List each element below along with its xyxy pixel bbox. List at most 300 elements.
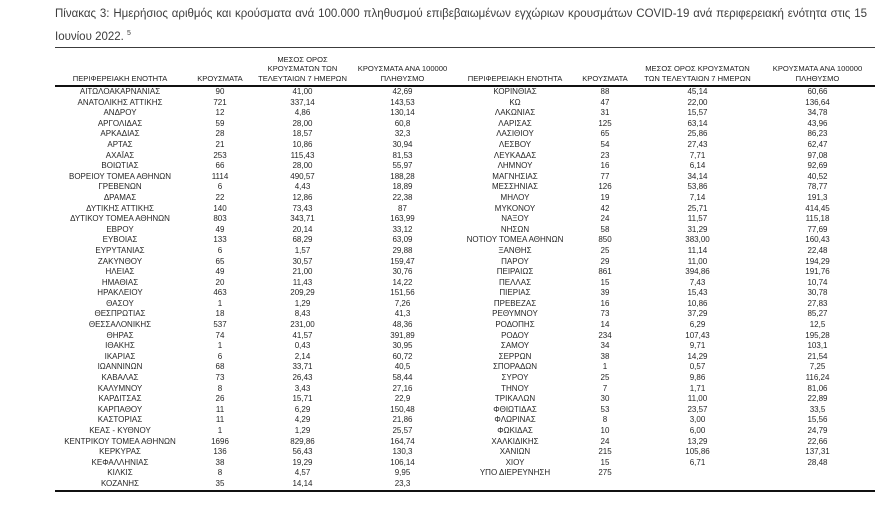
- region-name: ΜΥΚΟΝΟΥ: [494, 203, 536, 213]
- avg-7day-cases: 1,29: [294, 298, 311, 308]
- table-row: [55, 225, 875, 236]
- cases-count: 25: [600, 245, 610, 255]
- region-name: ΠΕΛΛΑΣ: [498, 277, 532, 287]
- cases-per-100k: 130,14: [390, 108, 415, 118]
- region-name: ΗΜΑΘΙΑΣ: [101, 277, 139, 287]
- region-name: ΕΥΒΟΙΑΣ: [102, 235, 138, 245]
- avg-7day-cases: 26,43: [292, 373, 313, 383]
- table-row: [55, 447, 875, 458]
- table-row: [55, 257, 875, 268]
- table-row: [55, 373, 875, 384]
- avg-7day-cases: 11,00: [687, 394, 708, 404]
- avg-7day-cases: 490,57: [290, 171, 315, 181]
- region-name: ΗΛΕΙΑΣ: [105, 267, 135, 277]
- cases-per-100k: 40,5: [394, 362, 411, 372]
- region-name: ΛΑΚΩΝΙΑΣ: [494, 108, 536, 118]
- table-row: [55, 151, 875, 162]
- region-name: ΚΑΣΤΟΡΙΑΣ: [97, 415, 143, 425]
- region-name: ΤΗΝΟΥ: [501, 383, 529, 393]
- region-name: ΝΟΤΙΟΥ ΤΟΜΕΑ ΑΘΗΝΩΝ: [466, 235, 564, 245]
- table-row: [55, 267, 875, 278]
- cases-count: 16: [600, 161, 610, 171]
- table-row: [55, 479, 875, 491]
- cases-count: 65: [215, 256, 225, 266]
- cases-per-100k: 29,88: [392, 245, 413, 255]
- cases-count: 20: [215, 277, 225, 287]
- cases-count: 8: [217, 383, 223, 393]
- avg-7day-cases: 6,00: [689, 426, 706, 435]
- region-name: ΑΝΑΤΟΛΙΚΗΣ ΑΤΤΙΚΗΣ: [77, 97, 163, 107]
- cases-per-100k: 14,22: [392, 277, 413, 287]
- cases-per-100k: 85,27: [807, 309, 828, 319]
- cases-count: 7: [602, 383, 608, 393]
- region-name: ΔΡΑΜΑΣ: [103, 192, 137, 202]
- cases-count: 19: [600, 192, 610, 202]
- cases-count: 66: [215, 161, 225, 171]
- cases-count: 49: [215, 267, 225, 277]
- avg-7day-cases: [635, 468, 760, 479]
- region-name: ΑΡΤΑΣ: [107, 139, 133, 149]
- cases-count: 803: [213, 214, 227, 224]
- avg-7day-cases: 6,71: [689, 457, 706, 467]
- region-name: ΔΥΤΙΚΟΥ ΤΟΜΕΑ ΑΘΗΝΩΝ: [70, 214, 170, 224]
- cases-per-100k: 18,89: [392, 182, 413, 192]
- region-name: ΧΑΝΙΩΝ: [499, 447, 531, 457]
- cases-per-100k: 86,23: [807, 129, 828, 139]
- cases-per-100k: 33,5: [809, 404, 826, 414]
- cases-per-100k: 151,56: [390, 288, 415, 298]
- table-row: [55, 341, 875, 352]
- cases-count: 39: [600, 288, 610, 298]
- cases-count: 15: [600, 457, 610, 467]
- avg-7day-cases: 1,57: [294, 245, 311, 255]
- avg-7day-cases: 209,29: [290, 288, 315, 298]
- avg-7day-cases: 11,43: [292, 277, 313, 287]
- cases-count: 24: [600, 214, 610, 224]
- cases-per-100k: 60,72: [392, 351, 413, 361]
- region-name: ΘΕΣΠΡΩΤΙΑΣ: [94, 309, 146, 319]
- cases-per-100k: 27,83: [807, 298, 828, 308]
- cases-per-100k: 7,25: [809, 362, 826, 372]
- cases-per-100k: 55,97: [392, 161, 413, 171]
- region-name: ΛΑΡΙΣΑΣ: [498, 118, 532, 128]
- cases-count: 68: [215, 362, 225, 372]
- cases-per-100k: 92,69: [807, 161, 828, 171]
- region-name: ΣΑΜΟΥ: [500, 341, 530, 351]
- cases-per-100k: 163,99: [390, 214, 415, 224]
- avg-7day-cases: 2,14: [294, 351, 311, 361]
- covid-regional-table-container: [55, 47, 875, 492]
- cases-per-100k: 103,1: [807, 341, 828, 351]
- header-row: [55, 48, 875, 87]
- avg-7day-cases: 343,71: [290, 214, 315, 224]
- region-name: ΥΠΟ ΔΙΕΡΕΥΝΗΣΗ: [479, 468, 551, 478]
- avg-7day-cases: 1,29: [294, 426, 311, 435]
- region-name: ΚΑΡΠΑΘΟΥ: [97, 404, 143, 414]
- avg-7day-cases: 28,00: [292, 161, 313, 171]
- cases-per-100k: 24,79: [807, 426, 828, 435]
- table-row: [55, 331, 875, 342]
- avg-7day-cases: 115,43: [290, 150, 315, 160]
- cases-count: 29: [600, 256, 610, 266]
- region-name: ΝΗΣΩΝ: [500, 224, 530, 234]
- cases-count: 215: [598, 447, 612, 457]
- avg-7day-cases: 33,71: [292, 362, 313, 372]
- region-name: ΜΗΛΟΥ: [500, 192, 530, 202]
- cases-per-100k: 130,3: [392, 447, 413, 457]
- col-header-cases-right: ΚΡΟΥΣΜΑΤΑ: [575, 48, 635, 87]
- cases-count: 1696: [211, 436, 229, 446]
- avg-7day-cases: 13,29: [687, 436, 708, 446]
- cases-per-100k: 97,08: [807, 150, 828, 160]
- cases-count: 58: [600, 224, 610, 234]
- avg-7day-cases: 63,14: [687, 118, 708, 128]
- region-name: ΒΟΙΩΤΙΑΣ: [101, 161, 139, 171]
- cases-per-100k: 136,64: [805, 97, 830, 107]
- avg-7day-cases: 10,86: [687, 298, 708, 308]
- region-name: ΠΕΙΡΑΙΩΣ: [496, 267, 534, 277]
- cases-per-100k: 160,43: [805, 235, 830, 245]
- col-header-avg7-right: ΜΕΣΟΣ ΟΡΟΣ ΚΡΟΥΣΜΑΤΩΝ ΤΩΝ ΤΕΛΕΥΤΑΙΩΝ 7 ΗΜΕΡΩΝ: [635, 48, 760, 87]
- cases-per-100k: 63,09: [392, 235, 413, 245]
- avg-7day-cases: 12,86: [292, 192, 313, 202]
- avg-7day-cases: 4,86: [294, 108, 311, 118]
- region-name: ΠΑΡΟΥ: [501, 256, 529, 266]
- cases-per-100k: 48,36: [392, 320, 413, 330]
- avg-7day-cases: 9,86: [689, 373, 706, 383]
- avg-7day-cases: 1,71: [689, 383, 706, 393]
- cases-per-100k: 30,94: [392, 139, 413, 149]
- footnote-marker: 5: [127, 30, 131, 37]
- cases-count: 6: [217, 182, 223, 192]
- avg-7day-cases: 6,29: [689, 320, 706, 330]
- avg-7day-cases: 30,57: [292, 256, 313, 266]
- table-row: [55, 214, 875, 225]
- cases-per-100k: 21,54: [807, 351, 828, 361]
- table-row: [55, 299, 875, 310]
- cases-count: 90: [215, 87, 225, 96]
- region-name: ΚΑΒΑΛΑΣ: [101, 373, 139, 383]
- cases-per-100k: 33,12: [392, 224, 413, 234]
- avg-7day-cases: 231,00: [290, 320, 315, 330]
- avg-7day-cases: 68,29: [292, 235, 313, 245]
- cases-count: 721: [213, 97, 227, 107]
- cases-count: 22: [215, 192, 225, 202]
- avg-7day-cases: 9,71: [689, 341, 706, 351]
- region-name: ΖΑΚΥΝΘΟΥ: [97, 256, 143, 266]
- cases-per-100k: 87: [398, 203, 407, 213]
- table-row: [55, 426, 875, 437]
- cases-count: 10: [600, 426, 610, 435]
- cases-per-100k: [760, 468, 875, 479]
- table-row: [55, 320, 875, 331]
- cases-per-100k: 143,53: [390, 97, 415, 107]
- cases-per-100k: 32,3: [394, 129, 411, 139]
- cases-per-100k: 81,53: [392, 150, 413, 160]
- avg-7day-cases: 10,86: [292, 139, 313, 149]
- cases-per-100k: 30,76: [392, 267, 413, 277]
- cases-count: [575, 479, 635, 491]
- cases-count: 73: [600, 309, 610, 319]
- region-name: ΣΕΡΡΩΝ: [498, 351, 532, 361]
- region-name: ΚΑΡΔΙΤΣΑΣ: [98, 394, 142, 404]
- cases-count: 38: [600, 351, 610, 361]
- avg-7day-cases: 383,00: [685, 235, 710, 245]
- avg-7day-cases: 7,43: [689, 277, 706, 287]
- avg-7day-cases: 27,43: [687, 139, 708, 149]
- region-name: ΣΥΡΟΥ: [501, 373, 529, 383]
- cases-count: 88: [600, 87, 610, 96]
- region-name: ΠΡΕΒΕΖΑΣ: [493, 298, 537, 308]
- table-caption: [55, 5, 867, 47]
- region-name: [455, 479, 575, 491]
- region-name: ΡΟΔΟΥ: [501, 330, 529, 340]
- col-header-cases-left: ΚΡΟΥΣΜΑΤΑ: [185, 48, 255, 87]
- avg-7day-cases: 15,43: [687, 288, 708, 298]
- cases-count: 275: [598, 468, 612, 478]
- region-name: ΚΑΛΥΜΝΟΥ: [97, 383, 143, 393]
- region-name: ΘΑΣΟΥ: [106, 298, 134, 308]
- cases-per-100k: 12,5: [809, 320, 826, 330]
- avg-7day-cases: 25,71: [687, 203, 708, 213]
- region-name: ΓΡΕΒΕΝΩΝ: [98, 182, 142, 192]
- avg-7day-cases: 14,14: [292, 478, 313, 488]
- region-name: ΑΝΔΡΟΥ: [103, 108, 137, 118]
- region-name: ΡΕΘΥΜΝΟΥ: [492, 309, 538, 319]
- cases-per-100k: 78,77: [807, 182, 828, 192]
- table-row: [55, 204, 875, 215]
- cases-count: 463: [213, 288, 227, 298]
- cases-count: 74: [215, 330, 225, 340]
- cases-per-100k: 194,29: [805, 256, 830, 266]
- region-name: ΑΡΓΟΛΙΔΑΣ: [97, 118, 143, 128]
- cases-count: 11: [215, 404, 225, 414]
- col-header-per100k-right: ΚΡΟΥΣΜΑΤΑ ΑΝΑ 100000 ΠΛΗΘΥΣΜΟ: [760, 48, 875, 87]
- cases-per-100k: 164,74: [390, 436, 415, 446]
- cases-per-100k: 195,28: [805, 330, 830, 340]
- avg-7day-cases: 14,29: [687, 351, 708, 361]
- cases-count: 6: [217, 245, 223, 255]
- cases-count: 47: [600, 97, 610, 107]
- cases-count: 65: [600, 129, 610, 139]
- avg-7day-cases: 28,00: [292, 118, 313, 128]
- avg-7day-cases: 7,14: [689, 192, 706, 202]
- avg-7day-cases: 25,86: [687, 129, 708, 139]
- region-name: ΜΕΣΣΗΝΙΑΣ: [492, 182, 538, 192]
- cases-count: 140: [213, 203, 227, 213]
- cases-per-100k: 60,66: [807, 87, 828, 96]
- cases-per-100k: 60,8: [394, 118, 411, 128]
- region-name: ΧΑΛΚΙΔΙΚΗΣ: [491, 436, 539, 446]
- table-row: [55, 235, 875, 246]
- cases-count: 35: [215, 478, 225, 488]
- cases-per-100k: 10,74: [807, 277, 828, 287]
- cases-count: 1: [602, 362, 608, 372]
- table-row: [55, 437, 875, 448]
- region-name: ΚΟΖΑΝΗΣ: [100, 478, 140, 488]
- cases-count: 54: [600, 139, 610, 149]
- avg-7day-cases: 22,00: [687, 97, 708, 107]
- col-header-per100k-left: ΚΡΟΥΣΜΑΤΑ ΑΝΑ 100000 ΠΛΗΘΥΣΜΟ: [350, 48, 455, 87]
- avg-7day-cases: 0,43: [294, 341, 311, 351]
- table-row: [55, 309, 875, 320]
- region-name: ΞΑΝΘΗΣ: [498, 245, 532, 255]
- cases-count: 861: [598, 267, 612, 277]
- region-name: ΛΕΣΒΟΥ: [498, 139, 532, 149]
- cases-count: 1114: [211, 171, 229, 181]
- table-row: [55, 86, 875, 98]
- col-header-avg7-left: ΜΕΣΟΣ ΟΡΟΣ ΚΡΟΥΣΜΑΤΩΝ ΤΩΝ ΤΕΛΕΥΤΑΙΩΝ 7 ΗΜΕΡΩΝ: [255, 48, 350, 87]
- cases-per-100k: 159,47: [390, 256, 415, 266]
- region-name: ΘΗΡΑΣ: [106, 330, 134, 340]
- table-row: [55, 458, 875, 469]
- cases-per-100k: 42,69: [392, 87, 413, 96]
- avg-7day-cases: 394,86: [685, 267, 710, 277]
- avg-7day-cases: 18,57: [292, 129, 313, 139]
- region-name: ΜΑΓΝΗΣΙΑΣ: [492, 171, 538, 181]
- cases-per-100k: 25,57: [392, 426, 413, 435]
- cases-per-100k: 27,16: [392, 383, 413, 393]
- region-name: ΕΒΡΟΥ: [106, 224, 134, 234]
- cases-count: 24: [600, 436, 610, 446]
- cases-count: 11: [215, 415, 225, 425]
- avg-7day-cases: 31,29: [687, 224, 708, 234]
- cases-count: 126: [598, 182, 612, 192]
- cases-per-100k: [760, 479, 875, 491]
- cases-per-100k: 22,38: [392, 192, 413, 202]
- avg-7day-cases: 4,29: [294, 415, 311, 425]
- avg-7day-cases: 11,57: [687, 214, 708, 224]
- cases-count: 12: [215, 108, 225, 118]
- cases-per-100k: 191,76: [805, 267, 830, 277]
- cases-per-100k: 116,24: [805, 373, 830, 383]
- cases-count: 537: [213, 320, 227, 330]
- cases-count: 18: [215, 309, 225, 319]
- region-name: ΤΡΙΚΑΛΩΝ: [494, 394, 536, 404]
- cases-per-100k: 43,96: [807, 118, 828, 128]
- avg-7day-cases: 105,86: [685, 447, 710, 457]
- cases-per-100k: 21,86: [392, 415, 413, 425]
- avg-7day-cases: 41,57: [292, 330, 313, 340]
- cases-count: 1: [217, 341, 223, 351]
- region-name: ΗΡΑΚΛΕΙΟΥ: [97, 288, 143, 298]
- table-row: [55, 140, 875, 151]
- cases-count: 38: [215, 457, 225, 467]
- region-name: ΑΧΑΪΑΣ: [105, 150, 135, 160]
- cases-per-100k: 22,48: [807, 245, 828, 255]
- avg-7day-cases: 0,57: [689, 362, 706, 372]
- cases-count: 234: [598, 330, 612, 340]
- cases-per-100k: 41,3: [394, 309, 411, 319]
- cases-per-100k: 191,3: [807, 192, 828, 202]
- avg-7day-cases: 45,14: [687, 87, 708, 96]
- table-row: [55, 394, 875, 405]
- table-row: [55, 108, 875, 119]
- cases-per-100k: 7,26: [394, 298, 411, 308]
- avg-7day-cases: 8,43: [294, 309, 311, 319]
- cases-count: 16: [600, 298, 610, 308]
- cases-count: 125: [598, 118, 612, 128]
- avg-7day-cases: 6,29: [294, 404, 311, 414]
- region-name: ΚΙΛΚΙΣ: [107, 468, 133, 478]
- cases-count: 8: [602, 415, 608, 425]
- cases-per-100k: 77,69: [807, 224, 828, 234]
- region-name: ΙΩΑΝΝΙΝΩΝ: [97, 362, 143, 372]
- cases-count: 53: [600, 404, 610, 414]
- region-name: ΔΥΤΙΚΗΣ ΑΤΤΙΚΗΣ: [86, 203, 154, 213]
- table-row: [55, 405, 875, 416]
- avg-7day-cases: 11,14: [687, 245, 708, 255]
- cases-per-100k: 62,47: [807, 139, 828, 149]
- region-name: ΚΩ: [509, 97, 521, 107]
- cases-count: 26: [215, 394, 225, 404]
- region-name: ΛΗΜΝΟΥ: [497, 161, 533, 171]
- cases-count: 42: [600, 203, 610, 213]
- avg-7day-cases: 6,14: [689, 161, 706, 171]
- cases-per-100k: 28,48: [807, 457, 828, 467]
- cases-per-100k: 58,44: [392, 373, 413, 383]
- region-name: ΚΕΡΚΥΡΑΣ: [99, 447, 141, 457]
- cases-count: 133: [213, 235, 227, 245]
- cases-count: 1: [217, 426, 223, 435]
- cases-per-100k: 9,95: [394, 468, 411, 478]
- cases-per-100k: 115,18: [805, 214, 830, 224]
- cases-per-100k: 22,9: [394, 394, 411, 404]
- cases-count: 136: [213, 447, 227, 457]
- cases-count: 14: [600, 320, 610, 330]
- cases-count: 253: [213, 150, 227, 160]
- cases-per-100k: 137,31: [805, 447, 830, 457]
- avg-7day-cases: 56,43: [292, 447, 313, 457]
- avg-7day-cases: 41,00: [292, 87, 313, 96]
- cases-count: 73: [215, 373, 225, 383]
- region-name: ΙΘΑΚΗΣ: [105, 341, 135, 351]
- cases-per-100k: 391,89: [390, 330, 415, 340]
- region-name: ΦΩΚΙΔΑΣ: [497, 426, 533, 435]
- region-name: ΛΑΣΙΘΙΟΥ: [496, 129, 534, 139]
- region-name: ΙΚΑΡΙΑΣ: [104, 351, 136, 361]
- cases-count: 28: [215, 129, 225, 139]
- region-name: ΚΕΦΑΛΛΗΝΙΑΣ: [91, 457, 149, 467]
- table-caption-text: Πίνακας 3: Ημερήσιος αριθμός και κρούσματα ανά 100.000 πληθυσμού επιβεβαιωμένων εγχώριων κρουσμάτων COVID-19 ανά περιφερειακή ενότητα στις 15 Ιουνίου 2022.: [55, 8, 867, 43]
- avg-7day-cases: 4,43: [294, 182, 311, 192]
- table-row: [55, 119, 875, 130]
- avg-7day-cases: 11,00: [687, 256, 708, 266]
- region-name: ΣΠΟΡΑΔΩΝ: [492, 362, 538, 372]
- cases-count: 77: [600, 171, 610, 181]
- cases-per-100k: 150,48: [390, 404, 415, 414]
- avg-7day-cases: 3,43: [294, 383, 311, 393]
- region-name: ΛΕΥΚΑΔΑΣ: [493, 150, 537, 160]
- table-row: [55, 362, 875, 373]
- cases-per-100k: 30,95: [392, 341, 413, 351]
- avg-7day-cases: 337,14: [290, 97, 315, 107]
- cases-per-100k: 22,89: [807, 394, 828, 404]
- region-name: ΚΕΑΣ - ΚΥΘΝΟΥ: [89, 426, 151, 435]
- cases-per-100k: 23,3: [394, 478, 411, 488]
- avg-7day-cases: 20,14: [292, 224, 313, 234]
- avg-7day-cases: 23,57: [687, 404, 708, 414]
- avg-7day-cases: 21,00: [292, 267, 313, 277]
- table-body: [55, 86, 875, 491]
- region-name: ΠΙΕΡΙΑΣ: [499, 288, 531, 298]
- col-header-region-right: ΠΕΡΙΦΕΡΕΙΑΚΗ ΕΝΟΤΗΤΑ: [455, 48, 575, 87]
- avg-7day-cases: 53,86: [687, 182, 708, 192]
- cases-count: 850: [598, 235, 612, 245]
- cases-per-100k: 15,56: [807, 415, 828, 425]
- cases-count: 1: [217, 298, 223, 308]
- cases-count: 15: [600, 277, 610, 287]
